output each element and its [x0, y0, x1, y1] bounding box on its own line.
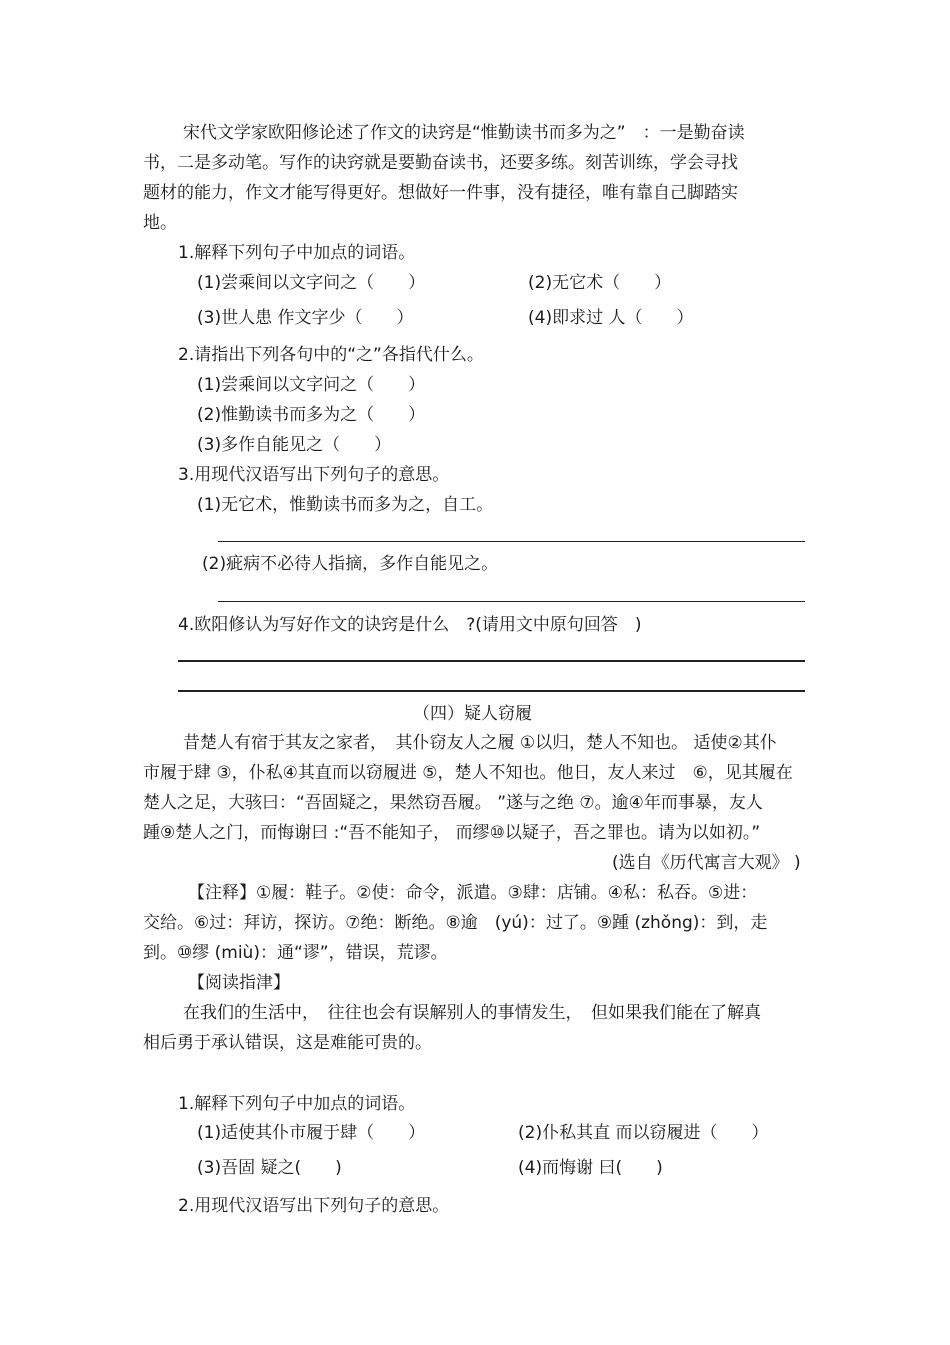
question-item: (1)尝乘间以文字问之（ ） [197, 273, 426, 293]
passage-line: 昔楚人有宿于其友之家者， 其仆窃友人之履 ①以归，楚人不知也。 适使②其仆 [183, 733, 777, 753]
guide-line: 相后勇于承认错误，这是难能可贵的。 [143, 1033, 432, 1053]
answer-line[interactable] [218, 541, 805, 542]
question-item: (2)惟勤读书而多为之（ ） [197, 405, 426, 425]
passage-line: 市履于肆 ③，仆私④其直而以窃履进 ⑤，楚人不知也。他日，友人来过 ⑥，见其履在 [143, 763, 793, 783]
question-item: (1)尝乘间以文字问之（ ） [197, 375, 426, 395]
question-title: 1.解释下列句子中加点的词语。 [178, 1094, 416, 1114]
question-title: 1.解释下列句子中加点的词语。 [178, 243, 416, 263]
answer-line[interactable] [178, 660, 805, 662]
passage-source: (选自《历代寓言大观》 ) [612, 853, 801, 873]
passage-line: 书，二是多动笔。写作的诀窍就是要勤奋读书，还要多练。刻苦训练，学会寻找 [143, 153, 738, 173]
guide-line: 在我们的生活中， 往往也会有误解别人的事情发生， 但如果我们能在了解真 [183, 1003, 761, 1023]
question-item: (2)无它术（ ） [528, 273, 672, 293]
passage-line: 题材的能力，作文才能写得更好。想做好一件事，没有捷径，唯有靠自己脚踏实 [143, 183, 738, 203]
guide-heading: 【阅读指津】 [188, 973, 290, 993]
question-title: 2.用现代汉语写出下列句子的意思。 [178, 1196, 450, 1216]
question-title: 4.欧阳修认为写好作文的诀窍是什么 ?(请用文中原句回答 ) [178, 615, 642, 635]
question-item: (3)吾固 疑之( ) [197, 1158, 342, 1178]
question-item: (4)而悔谢 曰( ) [518, 1158, 663, 1178]
question-item: (1)无它术，惟勤读书而多为之，自工。 [197, 495, 494, 515]
question-title: 2.请指出下列各句中的“之”各指代什么。 [178, 345, 484, 365]
passage-line: 楚人之足，大骇曰：“吾固疑之，果然窃吾履。 ”遂与之绝 ⑦。逾④年而事暴，友人 [143, 793, 763, 813]
question-item: (2)疵病不必待人指摘，多作自能见之。 [202, 554, 499, 574]
answer-line[interactable] [178, 690, 805, 692]
question-item: (3)世人患 作文字少（ ） [197, 308, 414, 328]
passage-line: 踵⑨楚人之门，而悔谢曰 :“吾不能知子， 而缪⑩以疑子，吾之罪也。请为以如初。” [143, 823, 761, 843]
question-item: (4)即求过 人（ ） [528, 308, 694, 328]
question-title: 3.用现代汉语写出下列句子的意思。 [178, 465, 450, 485]
notes-line: 【注释】①履：鞋子。②使：命令，派遣。③肆：店铺。④私：私吞。⑤进： [188, 883, 758, 903]
answer-line[interactable] [218, 601, 805, 602]
passage-line: 地。 [143, 213, 177, 233]
question-item: (3)多作自能见之（ ） [197, 435, 392, 455]
notes-line: 交给。⑥过：拜访，探访。⑦绝：断绝。⑧逾 (yú)：过了。⑨踵 (zhǒng)：到，走 [143, 913, 768, 933]
passage-title: （四）疑人窃履 [413, 704, 532, 724]
passage-line: 宋代文学家欧阳修论述了作文的诀窍是“惟勤读书而多为之” ：一是勤奋读 [183, 123, 745, 143]
question-item: (2)仆私其直 而以窃履进（ ） [518, 1123, 769, 1143]
question-item: (1)适使其仆市履于肆（ ） [197, 1123, 426, 1143]
notes-line: 到。⑩缪 (miù)：通“谬”，错误，荒谬。 [143, 943, 448, 963]
